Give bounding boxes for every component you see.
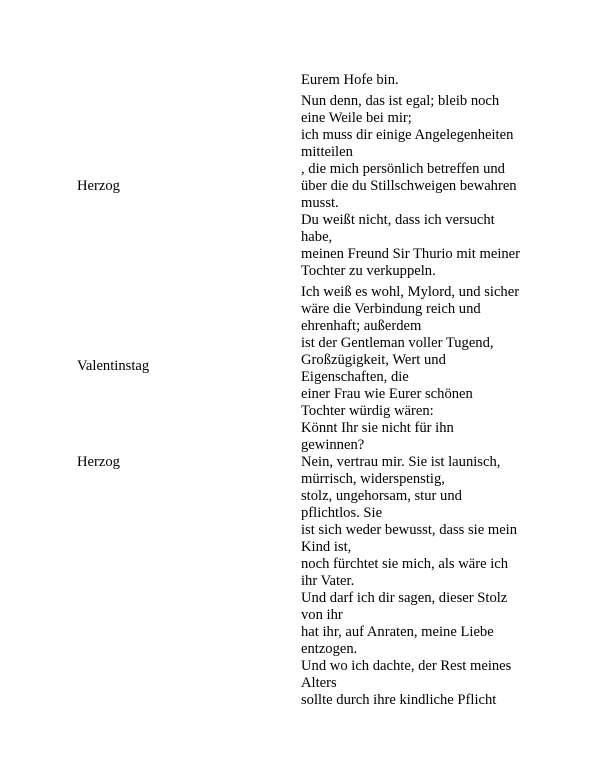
line: über die du Stillschweigen bewahren [301, 178, 517, 194]
line: Du weißt nicht, dass ich versucht [301, 212, 495, 228]
line: meinen Freund Sir Thurio mit meiner [301, 246, 521, 262]
line: wäre die Verbindung reich und [301, 301, 481, 317]
speaker-name: Valentinstag [77, 358, 150, 374]
line: musst. [301, 195, 339, 211]
line: Tochter würdig wären: [301, 403, 434, 419]
speaker-name: Herzog [77, 178, 120, 194]
line: gewinnen? [301, 437, 365, 453]
line: Ich weiß es wohl, Mylord, und sicher [301, 284, 520, 300]
line: einer Frau wie Eurer schönen [301, 386, 473, 402]
line: Alters [301, 675, 337, 691]
line: ehrenhaft; außerdem [301, 318, 422, 334]
line: ist der Gentleman voller Tugend, [301, 335, 494, 351]
line: ihr Vater. [301, 573, 355, 589]
line: pflichtlos. Sie [301, 505, 383, 521]
line: entzogen. [301, 641, 358, 657]
line: sollte durch ihre kindliche Pflicht [301, 692, 497, 708]
line: eine Weile bei mir; [301, 110, 412, 126]
line: Könnt Ihr sie nicht für ihn [301, 420, 454, 436]
line: Nun denn, das ist egal; bleib noch [301, 93, 500, 109]
line: stolz, ungehorsam, stur und [301, 488, 462, 504]
line: noch fürchtet sie mich, als wäre ich [301, 556, 509, 572]
line: Eurem Hofe bin. [301, 72, 399, 88]
line: Eigenschaften, die [301, 369, 409, 385]
line: , die mich persönlich betreffen und [301, 161, 505, 177]
line: mitteilen [301, 144, 353, 160]
line: Tochter zu verkuppeln. [301, 263, 436, 279]
line: Und darf ich dir sagen, dieser Stolz [301, 590, 508, 606]
line: Nein, vertrau mir. Sie ist launisch, [301, 454, 501, 470]
line: Kind ist, [301, 539, 352, 555]
line: habe, [301, 229, 333, 245]
line: Und wo ich dachte, der Rest meines [301, 658, 512, 674]
speaker-name: Herzog [77, 454, 120, 470]
line: hat ihr, auf Anraten, meine Liebe [301, 624, 494, 640]
line: mürrisch, widerspenstig, [301, 471, 445, 487]
line: Großzügigkeit, Wert und [301, 352, 446, 368]
line: von ihr [301, 607, 343, 623]
line: ich muss dir einige Angelegenheiten [301, 127, 514, 143]
line: ist sich weder bewusst, dass sie mein [301, 522, 518, 538]
